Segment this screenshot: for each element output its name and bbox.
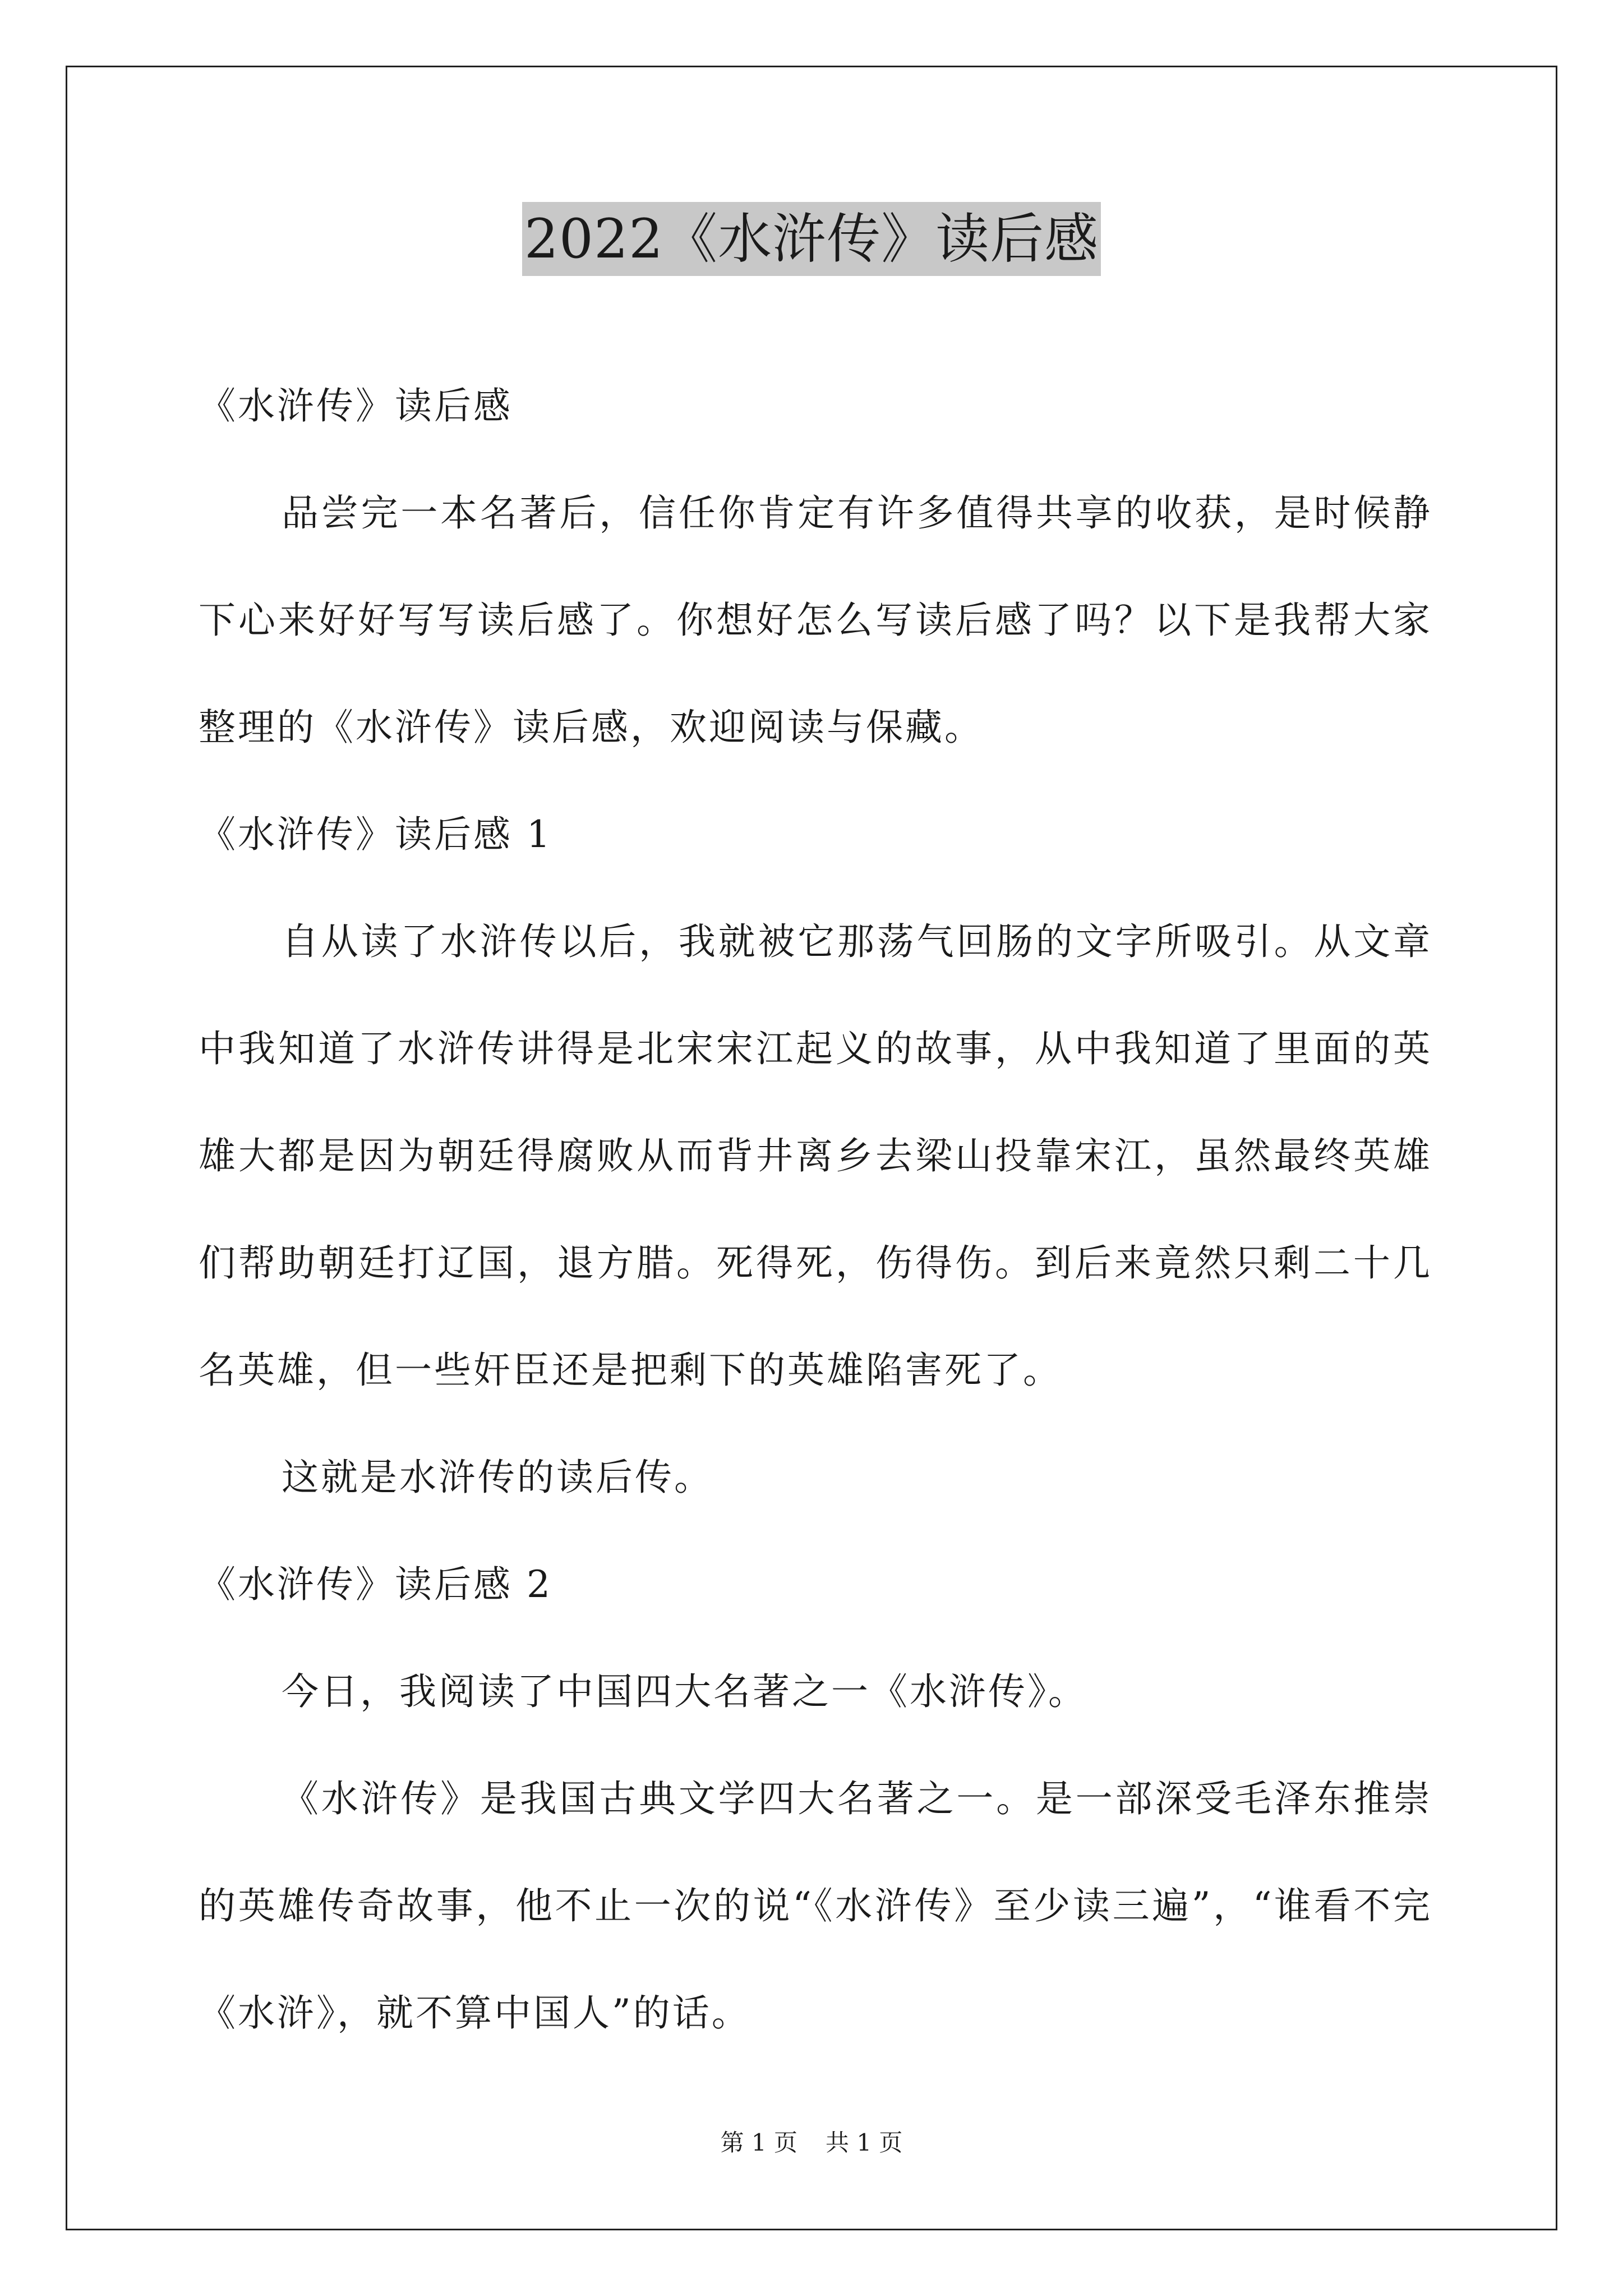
body-paragraph: 品尝完一本名著后，信任你肯定有许多值得共享的收获，是时候静下心来好好写写读后感了。你想好怎么写读后感了吗？以下是我帮大家整理的《水浒传》读后感，欢迎阅读与保藏。 [199, 491, 1432, 749]
body-paragraph: 这就是水浒传的读后传。 [282, 1456, 713, 1499]
body-paragraph: 《水浒传》是我国古典文学四大名著之一。是一部深受毛泽东推崇的英雄传奇故事，他不止一次的说“《水浒传》至少读三遍”，“谁看不完《水浒》，就不算中国人”的话。 [199, 1777, 1432, 2035]
section-heading: 《水浒传》读后感 1 [199, 813, 552, 856]
body-paragraph: 自从读了水浒传以后，我就被它那荡气回肠的文字所吸引。从文章中我知道了水浒传讲得是北宋宋江起义的故事，从中我知道了里面的英雄大都是因为朝廷得腐败从而背井离乡去梁山投靠宋江，虽然最终英雄们帮助朝廷打辽国，退方腊。死得死，伤得伤。到后来竟然只剩二十几名英雄，但一些奸臣还是把剩下的英雄陷害死了。 [199, 920, 1432, 1392]
page-number: 第 1 页 [720, 2129, 797, 2156]
document-title: 2022《水浒传》读后感 [522, 202, 1101, 276]
section-heading: 《水浒传》读后感 2 [199, 1563, 552, 1606]
document-body [199, 352, 1432, 2067]
page-footer [0, 2126, 1623, 2160]
body-paragraph: 今日，我阅读了中国四大名著之一《水浒传》。 [282, 1670, 1087, 1713]
page-total: 共 1 页 [826, 2129, 903, 2156]
document-title-container [0, 202, 1623, 276]
section-heading: 《水浒传》读后感 [199, 384, 513, 427]
